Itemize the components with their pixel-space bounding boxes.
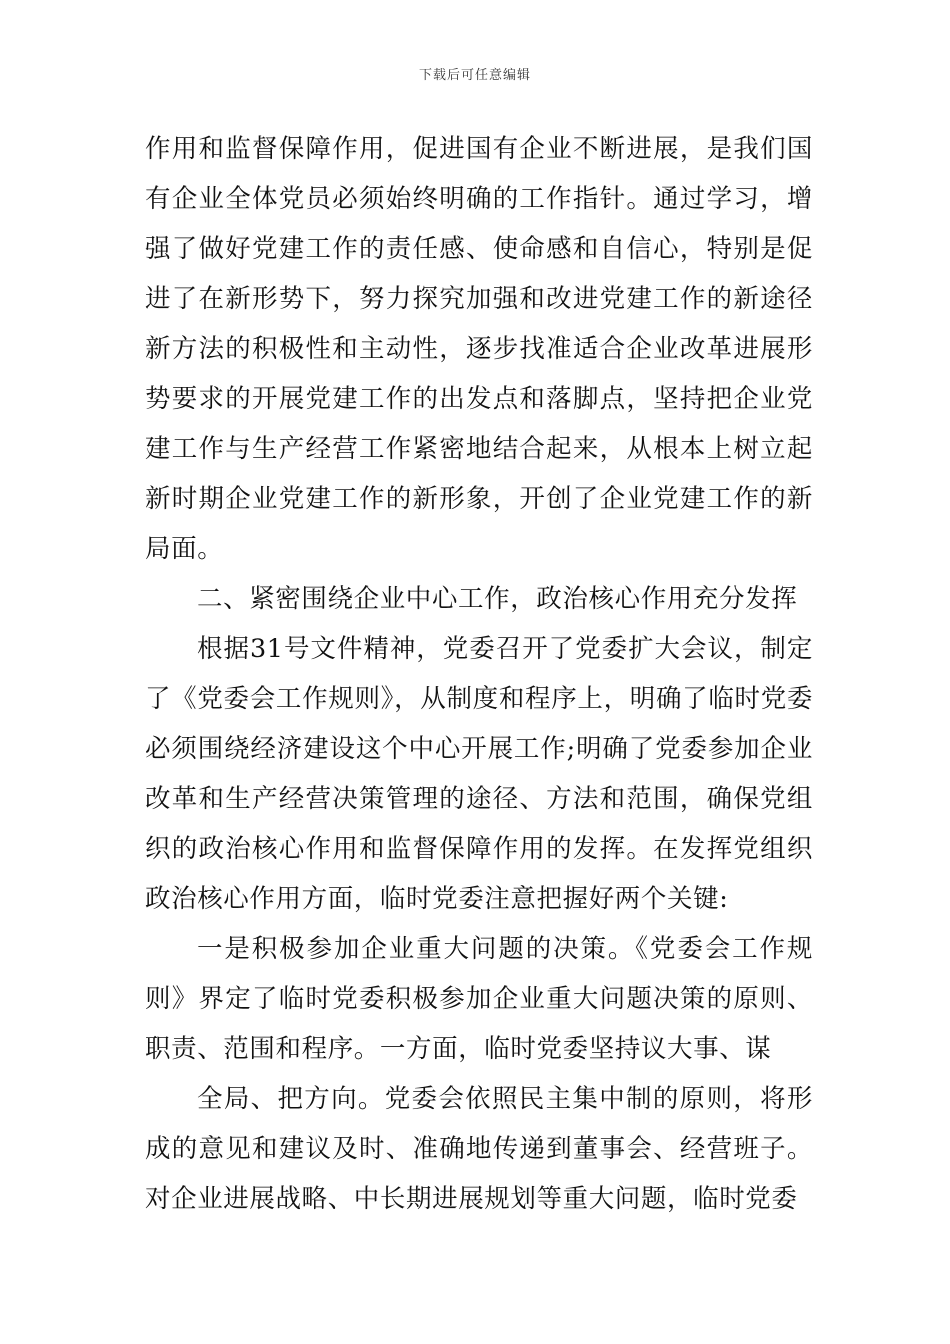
- document-body: [145, 124, 813, 1224]
- page-header: 下载后可任意编辑: [418, 68, 531, 83]
- paragraph-overall-direction: 全局、把方向。党委会依照民主集中制的原则，将形成的意见和建议及时、准确地传递到董事会、经营班子。对企业进展战略、中长期进展规划等重大问题，临时党委: [145, 1084, 813, 1214]
- paragraph-document-31: 根据31号文件精神，党委召开了党委扩大会议，制定了《党委会工作规则》，从制度和程序上，明确了临时党委必须围绕经济建设这个中心开展工作;明确了党委参加企业改革和生产经营决策管理的途径、方法和范围，确保党组织的政治核心作用和监督保障作用的发挥。在发挥党组织政治核心作用方面，临时党委注意把握好两个关键:: [145, 634, 813, 914]
- paragraph-decision-making: 一是积极参加企业重大问题的决策。《党委会工作规则》界定了临时党委积极参加企业重大问题决策的原则、职责、范围和程序。一方面，临时党委坚持议大事、谋: [145, 934, 813, 1064]
- section-heading: 二、紧密围绕企业中心工作，政治核心作用充分发挥: [197, 584, 798, 614]
- paragraph-continuation: 作用和监督保障作用，促进国有企业不断进展，是我们国有企业全体党员必须始终明确的工作指针。通过学习，增强了做好党建工作的责任感、使命感和自信心，特别是促进了在新形势下，努力探究加强和改进党建工作的新途径新方法的积极性和主动性，逐步找准适合企业改革进展形势要求的开展党建工作的出发点和落脚点，坚持把企业党建工作与生产经营工作紧密地结合起来，从根本上树立起新时期企业党建工作的新形象，开创了企业党建工作的新局面。: [145, 134, 813, 564]
